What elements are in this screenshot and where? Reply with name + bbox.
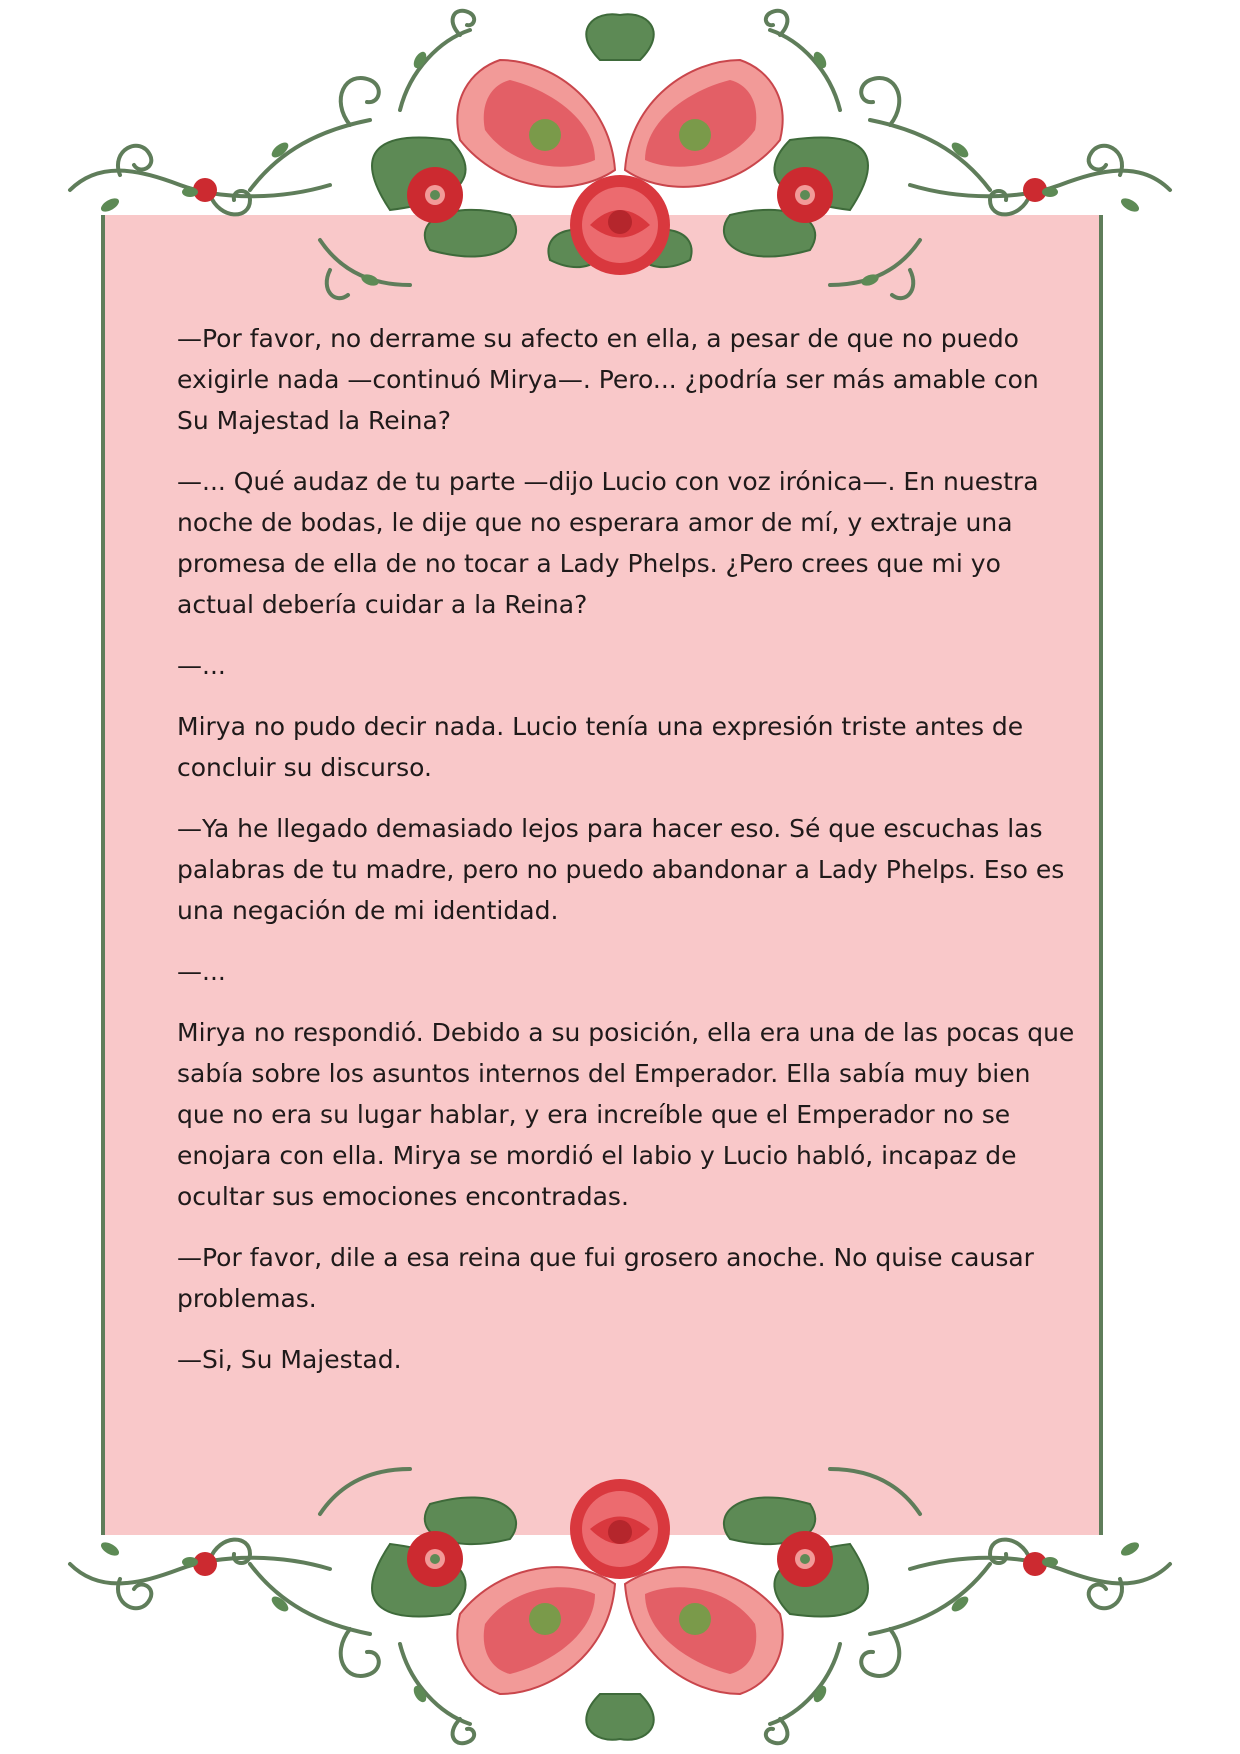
floral-ornament-top-icon <box>50 0 1190 330</box>
paragraph: —Si, Su Majestad. <box>177 1345 402 1374</box>
paragraph: —Ya he llegado demasiado lejos para hacer eso. Sé que escuchas las palabras de tu madre, pero no puedo abandonar a Lady Phelps. Eso es una negación de mi identidad. <box>177 814 1065 925</box>
paragraph: —... <box>177 651 226 680</box>
paragraph: —... <box>177 957 226 986</box>
floral-ornament-bottom-icon <box>50 1424 1190 1754</box>
paragraph: Mirya no pudo decir nada. Lucio tenía una expresión triste antes de concluir su discurso. <box>177 712 1024 782</box>
paragraph: —Por favor, dile a esa reina que fui grosero anoche. No quise causar problemas. <box>177 1243 1034 1313</box>
paragraph: —... Qué audaz de tu parte —dijo Lucio con voz irónica—. En nuestra noche de bodas, le dije que no esperara amor de mí, y extraje una promesa de ella de no tocar a Lady Phelps. ¿Pero crees que mi yo actual debería cuidar a la Reina? <box>177 467 1039 619</box>
paragraph: Mirya no respondió. Debido a su posición, ella era una de las pocas que sabía sobre los asuntos internos del Emperador. Ella sabía muy bien que no era su lugar hablar, y era increíble que el Emperador no se enojara con ella. Mirya se mordió el labio y Lucio habló, incapaz de ocultar sus emociones encontradas. <box>177 1018 1075 1211</box>
story-text <box>177 318 1077 1400</box>
paragraph: —Por favor, no derrame su afecto en ella, a pesar de que no puedo exigirle nada —continuó Mirya—. Pero... ¿podría ser más amable con Su Majestad la Reina? <box>177 324 1039 435</box>
